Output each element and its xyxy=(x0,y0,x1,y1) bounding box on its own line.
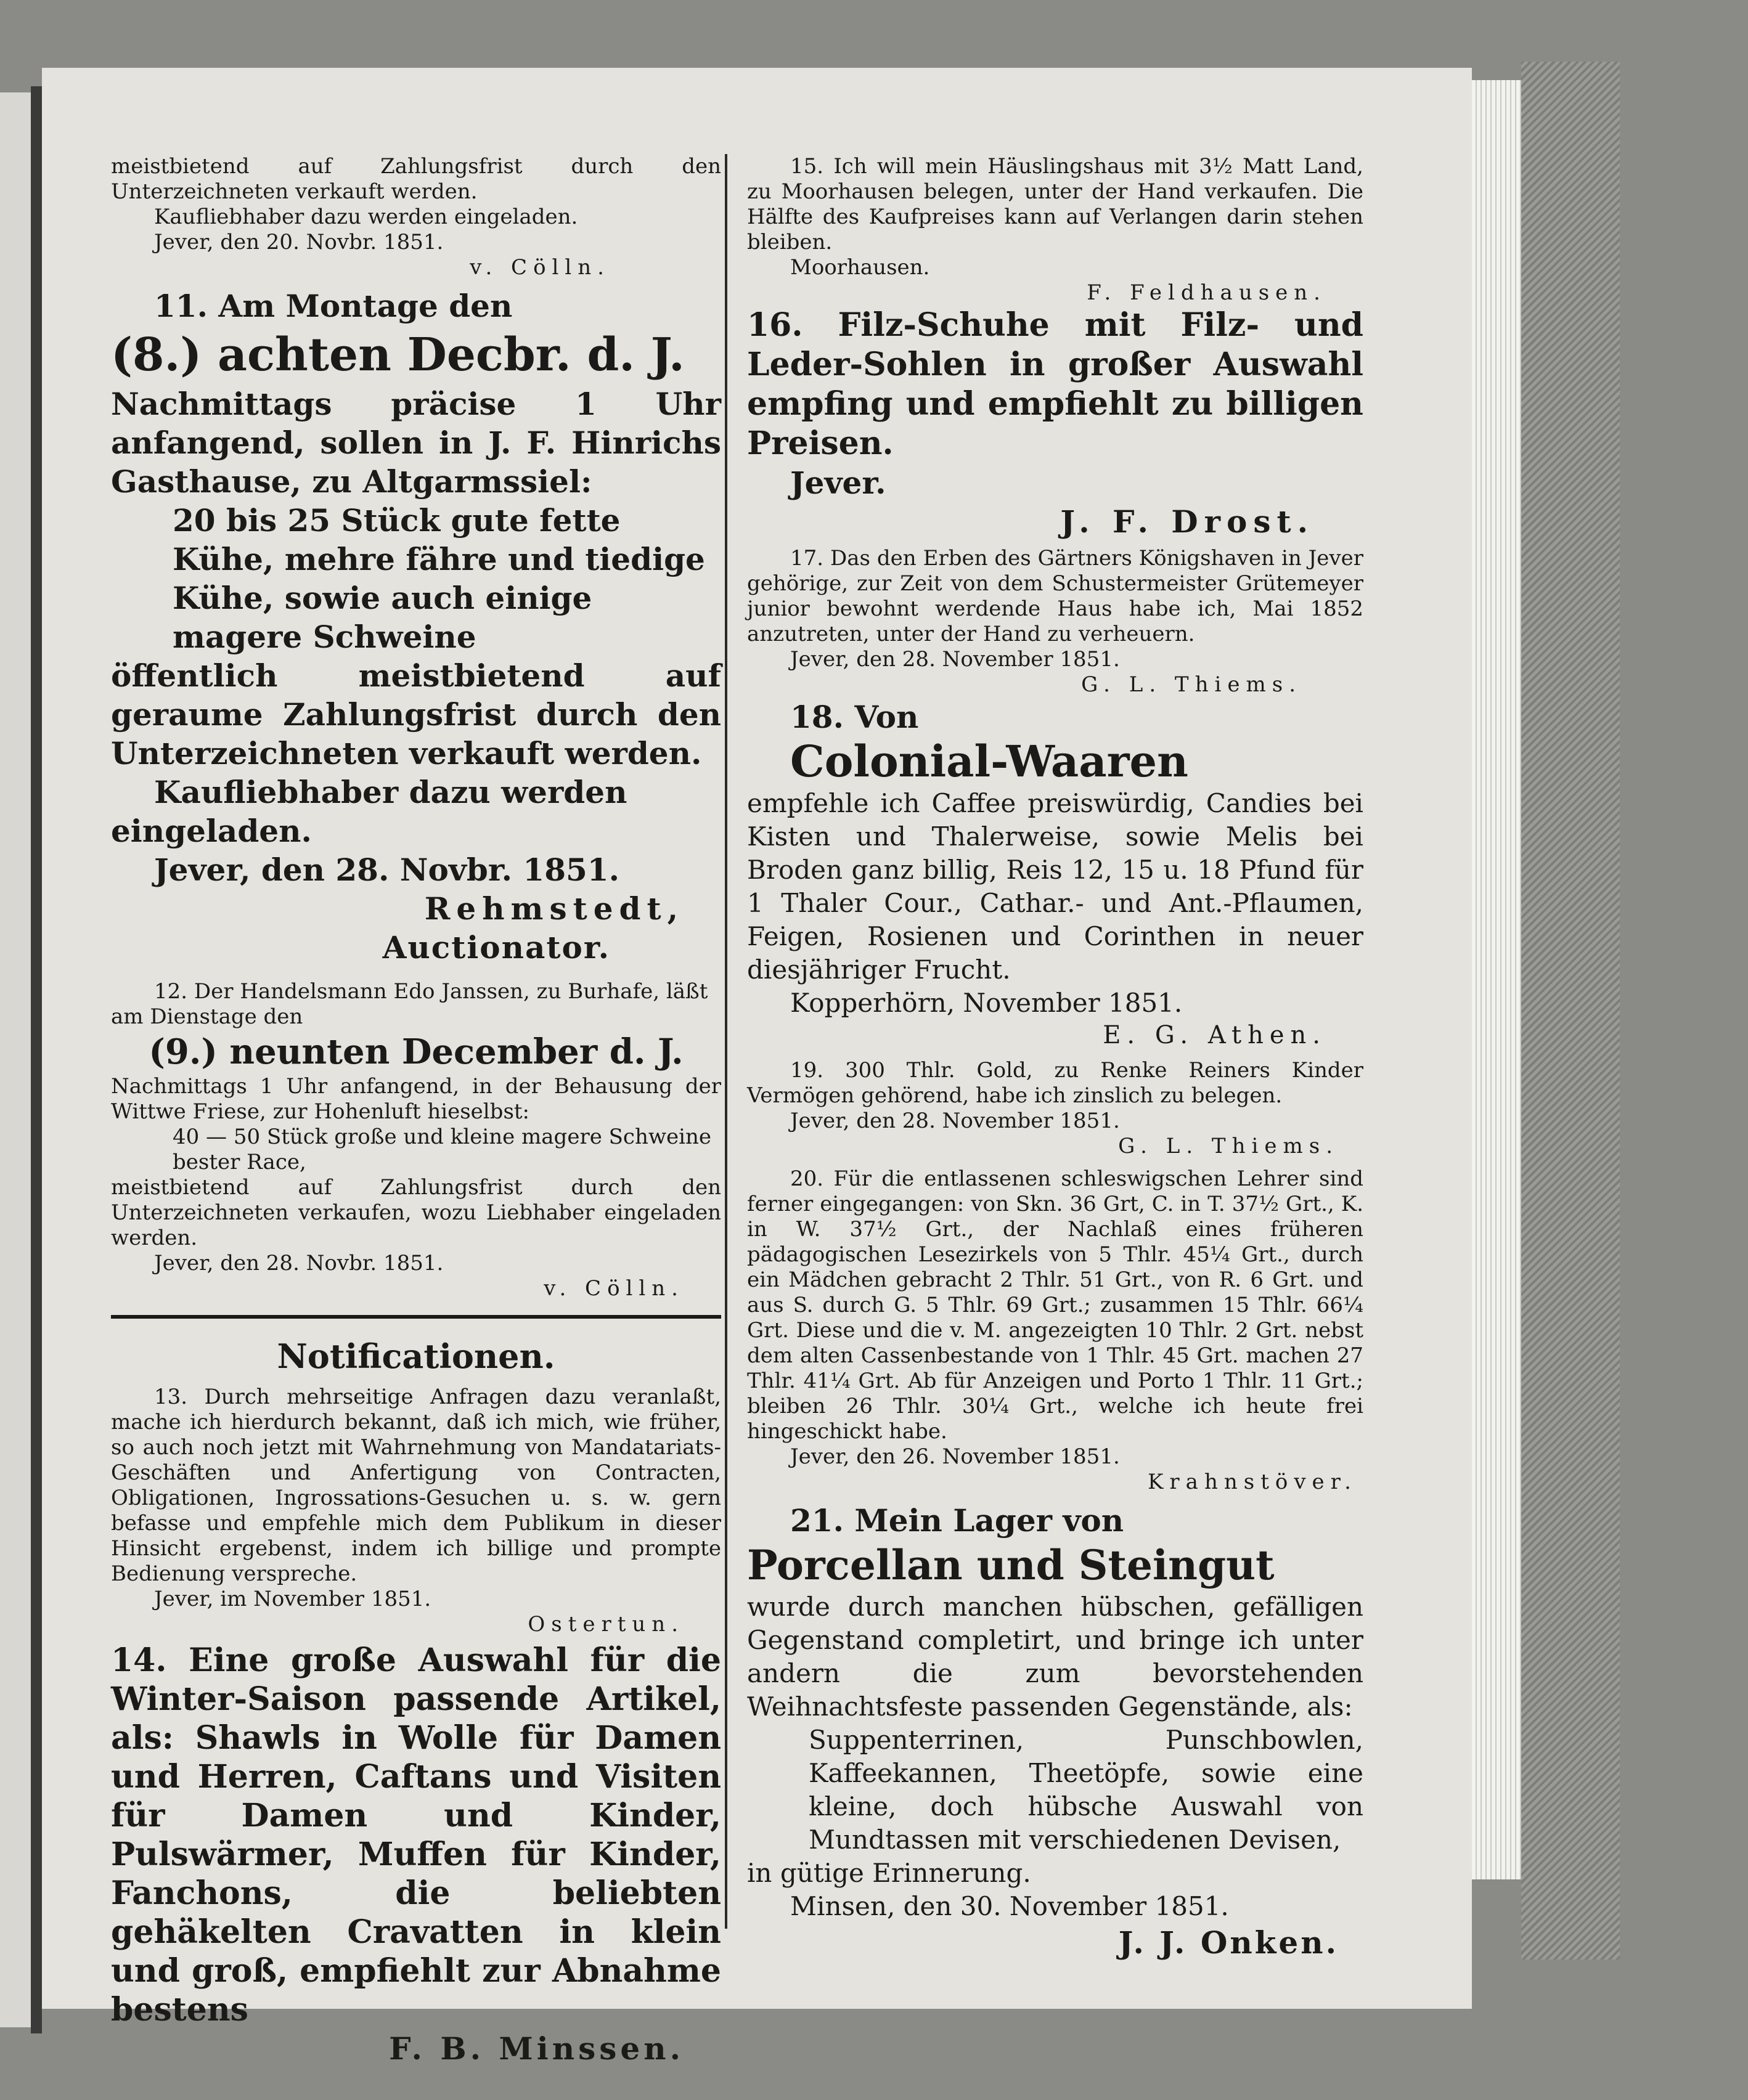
notice-15-signature: F. Feldhausen. xyxy=(1087,280,1326,305)
notice-13-place-date: Jever, im November 1851. xyxy=(154,1587,431,1611)
notice-21-text: wurde durch manchen hübschen, gefälligen Gegenstand completirt, und bringe ich unter andern die zum bevorstehenden Weihnachtsfeste passenden Gegenstände, als: xyxy=(747,1592,1363,1722)
notice-16-signature: J. F. Drost. xyxy=(1060,503,1314,540)
notice-13-text: 13. Durch mehrseitige Anfragen dazu veranlaßt, mache ich hierdurch bekannt, daß ich mich, wie früher, so auch noch jetzt mit Wahrnehmung von Mandatariats-Geschäften und Anfertigung von Contracten, Obligationen, Ingrossations-Gesuchen u. s. w. gern befasse und empfehle mich dem Publikum in dieser Hinsicht ergebenst, indem ich billige und prompte Bedienung verspreche. xyxy=(111,1385,721,1586)
notice-15-text: 15. Ich will mein Häuslingshaus mit 3½ Matt Land, zu Moorhausen belegen, unter der Hand verkaufen. Die Hälfte des Kaufpreises kann auf Verlangen darin stehen bleiben. xyxy=(747,154,1363,254)
right-column xyxy=(747,154,1363,1962)
notice-12-signature: v. Cölln. xyxy=(544,1276,684,1301)
notice-19-place-date: Jever, den 28. November 1851. xyxy=(790,1109,1120,1133)
notice-12-place-date: Jever, den 28. Novbr. 1851. xyxy=(154,1251,444,1276)
notificationen-heading: Notificationen. xyxy=(277,1337,555,1376)
notice-11-heading: 11. Am Montage den xyxy=(154,288,513,324)
notice-15-place: Moorhausen. xyxy=(790,255,930,280)
notice-19-text: 19. 300 Thlr. Gold, zu Renke Reiners Kinder Vermögen gehörend, habe ich zinslich zu belegen. xyxy=(747,1058,1363,1108)
notice-11-text-2: öffentlich meistbietend auf geraume Zahlungsfrist durch den Unterzeichneten verkauft werden. xyxy=(111,657,721,771)
notice-13-signature: Ostertun. xyxy=(528,1612,684,1637)
notice-17-signature: G. L. Thiems. xyxy=(1081,672,1302,697)
notice-12-text-2: Nachmittags 1 Uhr anfangend, in der Behausung der Wittwe Friese, zur Hohenluft hieselbst: xyxy=(111,1074,721,1124)
notice-11-text-1: Nachmittags präcise 1 Uhr anfangend, sollen in J. F. Hinrichs Gasthause, zu Altgarmssiel: xyxy=(111,386,721,500)
column-divider xyxy=(725,154,727,1929)
notice-12-text-3: meistbietend auf Zahlungsfrist durch den Unterzeichneten verkaufen, wozu Liebhaber eingeladen werden. xyxy=(111,1175,721,1250)
notice-16-place: Jever. xyxy=(790,465,886,501)
notice-12-date: (9.) neunten December d. J. xyxy=(149,1032,684,1072)
notice-21-end: in gütige Erinnerung. xyxy=(747,1858,1031,1888)
notice-21-signature: J. J. Onken. xyxy=(1118,1924,1339,1961)
notice-14-text: 14. Eine große Auswahl für die Winter-Saison passende Artikel, als: Shawls in Wolle für Damen und Herren, Caftans und Visiten für Damen und Kinder, Pulswärmer, Muffen für Kinder, Fanchons, die beliebten gehäkelten Cravatten in klein und groß, empfiehlt zur Abnahme bestens xyxy=(111,1642,721,2029)
notice-18-title: Colonial-Waaren xyxy=(790,736,1188,787)
notice-11-items: 20 bis 25 Stück gute fette Kühe, mehre fähre und tiedige Kühe, sowie auch einige magere Schweine xyxy=(173,502,705,655)
notice-21-place-date: Minsen, den 30. November 1851. xyxy=(790,1891,1229,1921)
notice-11-signature-title: Auctionator. xyxy=(382,929,610,966)
notice-11-signature: Rehmstedt, xyxy=(424,890,684,927)
notice-10-date: Jever, den 20. Novbr. 1851. xyxy=(154,230,444,254)
notice-10-signature: v. Cölln. xyxy=(470,255,610,280)
notice-10-buyers: Kaufliebhaber dazu werden eingeladen. xyxy=(154,205,578,229)
page-edges xyxy=(1472,80,1521,1879)
notice-18-place-date: Kopperhörn, November 1851. xyxy=(790,988,1183,1018)
left-column xyxy=(111,154,721,2068)
notice-20-signature: Krahnstöver. xyxy=(1148,1470,1357,1494)
facing-page-edge xyxy=(0,92,31,2027)
notice-17-place-date: Jever, den 28. November 1851. xyxy=(790,647,1120,672)
notice-21-title: Porcellan und Steingut xyxy=(747,1541,1275,1589)
notice-20-text: 20. Für die entlassenen schleswigschen Lehrer sind ferner eingegangen: von Skn. 36 Grt, C. in T. 37½ Grt., K. in W. 37½ Grt., der Nachlaß eines früheren pädagogischen Lesezirkels von 5 Thlr. 45¼ Grt., durch ein Mädchen gebracht 2 Thlr. 51 Grt., von R. 6 Grt. und aus S. durch G. 5 Thlr. 69 Grt.; zusammen 15 Thlr. 66¼ Grt. Diese und die v. M. angezeigten 10 Thlr. 2 Grt. nebst dem alten Cassenbestande von 1 Thlr. 45 Grt. machen 27 Thlr. 41¼ Grt. Ab für Anzeigen und Porto 1 Thlr. 11 Grt.; bleiben 26 Thlr. 30¼ Grt., welche ich heute frei hingeschickt habe. xyxy=(747,1166,1363,1444)
book-cover xyxy=(1521,62,1620,1960)
notice-17-text: 17. Das den Erben des Gärtners Königshaven in Jever gehörige, zur Zeit von dem Schustermeister Grütemeyer junior bewohnt werdende Haus habe ich, Mai 1852 anzutreten, unter der Hand zu verheuern. xyxy=(747,546,1363,646)
notice-18-heading: 18. Von xyxy=(790,699,919,735)
notice-12-items: 40 — 50 Stück große und kleine magere Schweine bester Race, xyxy=(173,1125,711,1174)
notice-11-buyers: Kaufliebhaber dazu werden eingeladen. xyxy=(111,774,627,849)
notice-18-text: empfehle ich Caffee preiswürdig, Candies bei Kisten und Thalerweise, sowie Melis bei Broden ganz billig, Reis 12, 15 u. 18 Pfund für 1 Thaler Cour., Cathar.- und Ant.-Pflaumen, Feigen, Rosienen und Corinthen in neuer diesjähriger Frucht. xyxy=(747,788,1363,985)
notice-18-signature: E. G. Athen. xyxy=(1103,1021,1326,1049)
section-rule xyxy=(111,1315,721,1319)
notice-19-signature: G. L. Thiems. xyxy=(1118,1134,1339,1158)
notice-21-items: Suppenterrinen, Punschbowlen, Kaffeekannen, Theetöpfe, sowie eine kleine, doch hübsche Auswahl von Mundtassen mit verschiedenen Devisen, xyxy=(809,1725,1363,1855)
notice-14-signature: F. B. Minssen. xyxy=(389,2030,684,2067)
notice-10-continuation: meistbietend auf Zahlungsfrist durch den Unterzeichneten verkauft werden. xyxy=(111,154,721,204)
book-spine xyxy=(31,86,42,2033)
notice-11-date: (8.) achten Decbr. d. J. xyxy=(111,328,685,381)
notice-12-text: 12. Der Handelsmann Edo Janssen, zu Burhafe, läßt am Dienstage den xyxy=(111,979,708,1029)
notice-21-heading: 21. Mein Lager von xyxy=(790,1502,1124,1539)
notice-20-place-date: Jever, den 26. November 1851. xyxy=(790,1444,1120,1469)
notice-16-text: 16. Filz-Schuhe mit Filz- und Leder-Sohlen in großer Auswahl empfing und empfiehlt zu billigen Preisen. xyxy=(747,306,1363,462)
notice-11-place-date: Jever, den 28. Novbr. 1851. xyxy=(154,852,619,888)
